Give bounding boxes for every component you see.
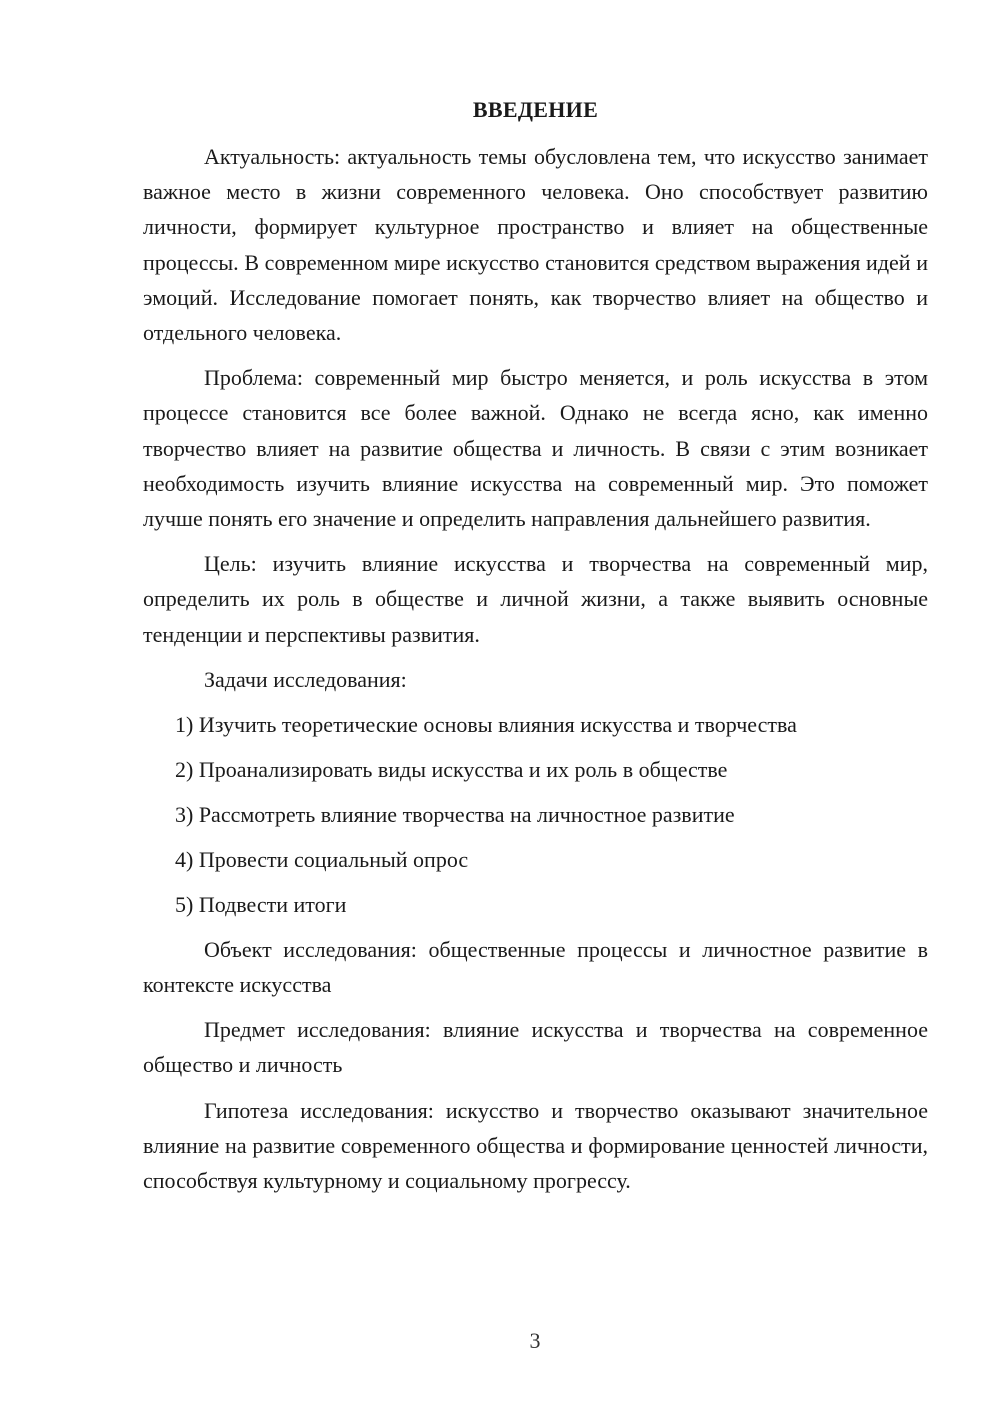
paragraph-subject: Предмет исследования: влияние искусства и творчества на современное общество и личность <box>143 1017 928 1078</box>
task-list <box>143 707 928 922</box>
task-item: 4) Провести социальный опрос <box>175 846 469 872</box>
paragraph-problem: Проблема: современный мир быстро меняется, и роль искусства в этом процессе становится все более важной. Однако не всегда ясно, как именно творчество влияет на развитие общества и личность. В связи с этим возникает необходимость изучить влияние искусства на современный мир. Это поможет лучше понять его значение и определить направления дальнейшего развития. <box>143 365 928 532</box>
document-page <box>143 93 928 1208</box>
task-item: 2) Проанализировать виды искусства и их роль в обществе <box>175 756 728 782</box>
section-title: ВВЕДЕНИЕ <box>472 97 599 122</box>
paragraph-actuality: Актуальность: актуальность темы обусловлена тем, что искусство занимает важное место в жизни современного человека. Оно способствует развитию личности, формирует культурное пространство и влияет на общественные процессы. В современном мире искусство становится средством выражения идей и эмоций. Исследование помогает понять, как творчество влияет на общество и отдельного человека. <box>143 144 928 346</box>
paragraph-goal: Цель: изучить влияние искусства и творчества на современный мир, определить их роль в обществе и личной жизни, а также выявить основные тенденции и перспективы развития. <box>143 551 928 647</box>
tasks-heading: Задачи исследования: <box>204 666 407 692</box>
page-number: 3 <box>529 1328 541 1353</box>
task-item: 1) Изучить теоретические основы влияния искусства и творчества <box>175 711 797 737</box>
task-item: 3) Рассмотреть влияние творчества на личностное развитие <box>175 801 735 827</box>
paragraph-object: Объект исследования: общественные процессы и личностное развитие в контексте искусства <box>143 936 928 998</box>
task-item: 5) Подвести итоги <box>175 891 347 917</box>
paragraph-hypothesis: Гипотеза исследования: искусство и творчество оказывают значительное влияние на развитие современного общества и формирование ценностей личности, способствуя культурному и социальному прогрессу. <box>143 1097 928 1194</box>
